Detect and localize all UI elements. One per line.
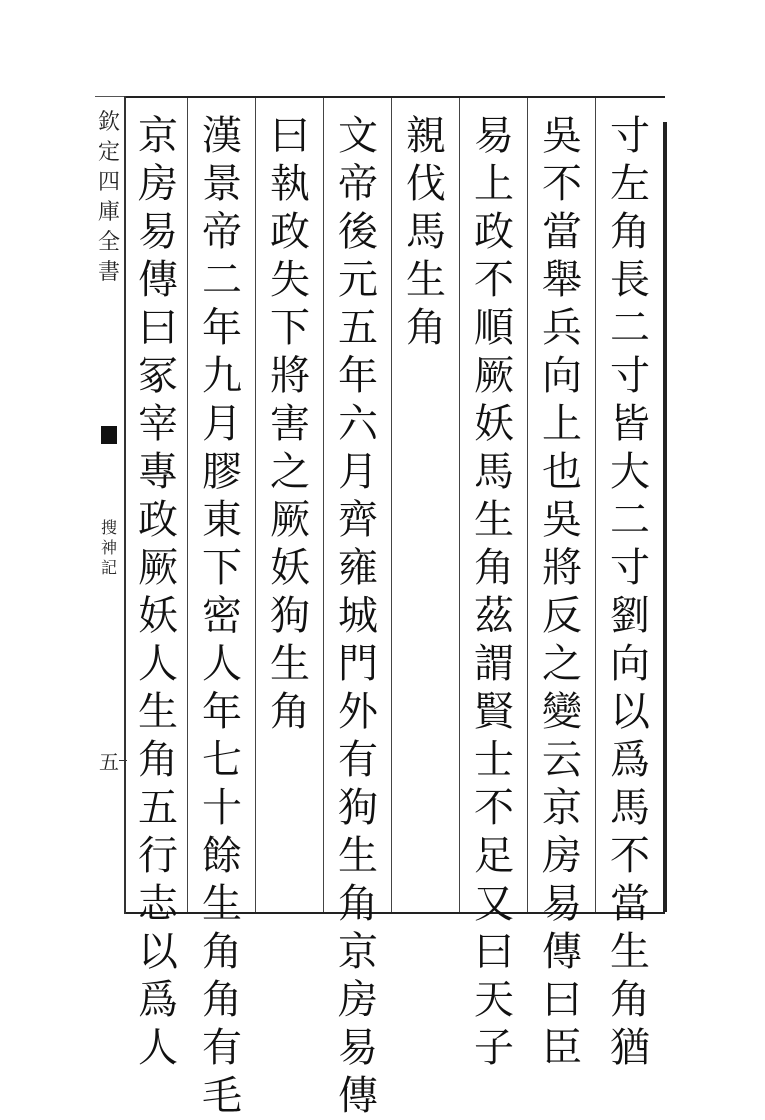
- page-number: 五: [99, 750, 119, 774]
- fish-tail-mark: [101, 426, 117, 444]
- text-column-8: 京房易傳曰冢宰專政厥妖人生角五行志以爲人: [138, 113, 178, 1071]
- column-divider: [255, 98, 256, 912]
- column-divider: [391, 98, 392, 912]
- text-column-1: 寸左角長二寸皆大二寸劉向以爲馬不當生角猶: [610, 113, 650, 1071]
- frame-top-border: [125, 96, 665, 98]
- column-divider: [323, 98, 324, 912]
- text-column-5: 文帝後元五年六月齊雍城門外有狗生角京房易傳: [338, 113, 378, 1119]
- text-column-2: 吳不當舉兵向上也吳將反之變云京房易傳曰臣: [542, 113, 582, 1071]
- margin-strip: [95, 100, 123, 910]
- text-column-7: 漢景帝二年九月膠東下密人年七十餘生角角有毛: [202, 113, 242, 1119]
- text-column-6: 曰執政失下將害之厥妖狗生角: [270, 113, 310, 735]
- frame-left-border: [124, 96, 126, 914]
- frame-right-border: [663, 122, 667, 912]
- collection-title: 欽定四庫全書: [97, 110, 120, 285]
- text-column-4: 親伐馬生角: [406, 113, 446, 351]
- page-number-tick: [119, 760, 127, 761]
- column-divider: [187, 98, 188, 912]
- frame-line: [95, 96, 125, 97]
- book-title: 搜神記: [100, 518, 117, 577]
- column-divider: [527, 98, 528, 912]
- column-divider: [459, 98, 460, 912]
- column-divider: [595, 98, 596, 912]
- text-column-3: 易上政不順厥妖馬生角茲謂賢士不足又曰天子: [474, 113, 514, 1071]
